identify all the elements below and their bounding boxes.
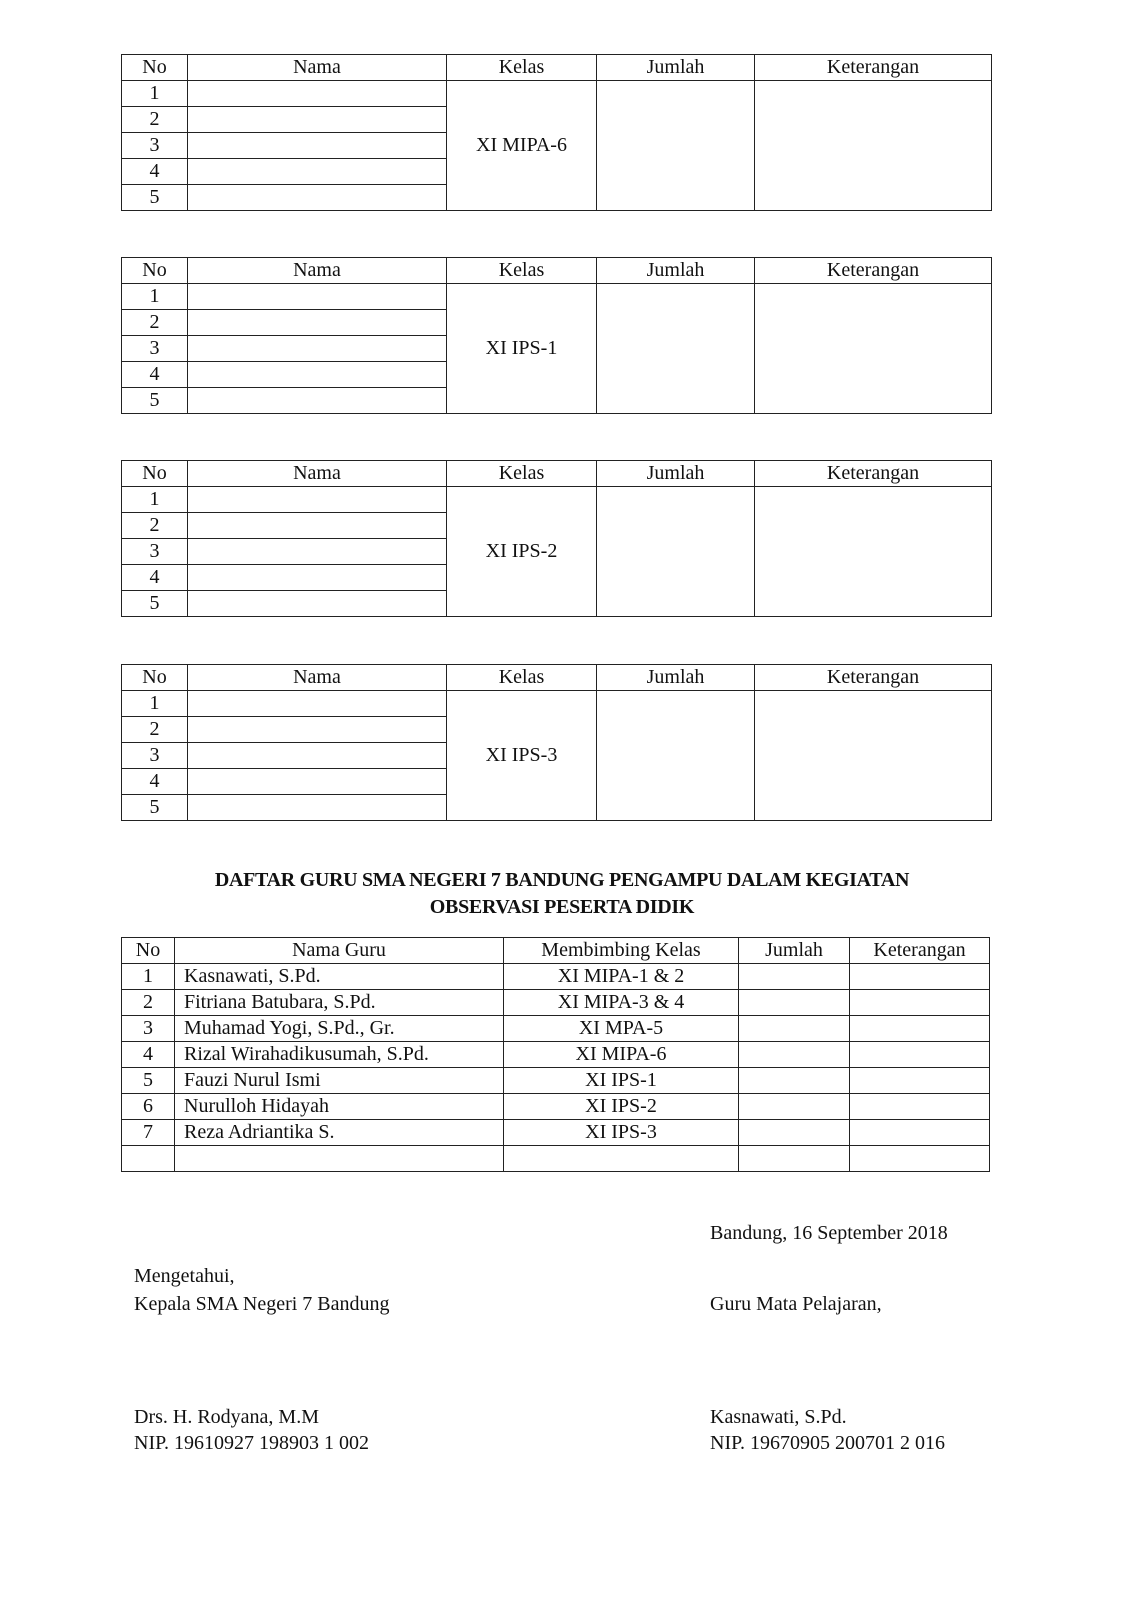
class-table	[121, 460, 992, 617]
teacher-keterangan	[850, 1120, 990, 1146]
table-row	[122, 487, 992, 513]
jumlah-cell	[597, 284, 755, 414]
teacher-row	[122, 1094, 990, 1120]
teacher-row	[122, 1120, 990, 1146]
name-cell	[188, 769, 447, 795]
teacher-row	[122, 1016, 990, 1042]
teacher-row	[122, 1146, 990, 1172]
row-number: 3	[122, 539, 188, 565]
name-cell	[188, 388, 447, 414]
teacher-number: 6	[122, 1094, 175, 1120]
left-label-position: Kepala SMA Negeri 7 Bandung	[134, 1293, 390, 1315]
row-number: 2	[122, 513, 188, 539]
row-number: 2	[122, 717, 188, 743]
name-cell	[188, 539, 447, 565]
name-cell	[188, 284, 447, 310]
name-cell	[188, 565, 447, 591]
row-number: 2	[122, 310, 188, 336]
teacher-row	[122, 1068, 990, 1094]
teacher-row	[122, 1042, 990, 1068]
header-kelas: Kelas	[447, 258, 597, 284]
class-cell: XI IPS-2	[447, 487, 597, 617]
header-jumlah: Jumlah	[739, 938, 850, 964]
teacher-class: XI MIPA-1 & 2	[504, 964, 739, 990]
teacher-keterangan	[850, 990, 990, 1016]
teacher-class	[504, 1146, 739, 1172]
header-jumlah: Jumlah	[597, 55, 755, 81]
teacher-keterangan	[850, 964, 990, 990]
header-no: No	[122, 55, 188, 81]
teacher-class: XI MIPA-6	[504, 1042, 739, 1068]
header-no: No	[122, 258, 188, 284]
row-number: 3	[122, 743, 188, 769]
header-no: No	[122, 938, 175, 964]
teacher-number: 2	[122, 990, 175, 1016]
jumlah-cell	[597, 487, 755, 617]
name-cell	[188, 133, 447, 159]
name-cell	[188, 310, 447, 336]
teacher-number: 7	[122, 1120, 175, 1146]
name-cell	[188, 362, 447, 388]
teacher-name: Kasnawati, S.Pd.	[175, 964, 504, 990]
table-row	[122, 81, 992, 107]
row-number: 1	[122, 81, 188, 107]
row-number: 2	[122, 107, 188, 133]
header-jumlah: Jumlah	[597, 461, 755, 487]
teacher-number: 5	[122, 1068, 175, 1094]
header-keterangan: Keterangan	[755, 258, 992, 284]
jumlah-cell	[597, 81, 755, 211]
teacher-keterangan	[850, 1146, 990, 1172]
teacher-keterangan	[850, 1094, 990, 1120]
header-no: No	[122, 461, 188, 487]
row-number: 5	[122, 388, 188, 414]
teacher-name: Nurulloh Hidayah	[175, 1094, 504, 1120]
table-row	[122, 284, 992, 310]
teacher-jumlah	[739, 1146, 850, 1172]
name-cell	[188, 185, 447, 211]
teacher-keterangan	[850, 1042, 990, 1068]
teacher-number: 4	[122, 1042, 175, 1068]
teacher-keterangan	[850, 1068, 990, 1094]
teacher-jumlah	[739, 1068, 850, 1094]
teacher-table	[121, 937, 990, 1172]
header-nama: Nama	[188, 258, 447, 284]
name-cell	[188, 81, 447, 107]
keterangan-cell	[755, 81, 992, 211]
row-number: 4	[122, 769, 188, 795]
right-signatory-nip: NIP. 19670905 200701 2 016	[710, 1432, 946, 1454]
class-table-header-row	[122, 258, 992, 284]
header-keterangan: Keterangan	[850, 938, 990, 964]
header-nama: Nama	[188, 55, 447, 81]
teacher-class: XI MIPA-3 & 4	[504, 990, 739, 1016]
teacher-name: Rizal Wirahadikusumah, S.Pd.	[175, 1042, 504, 1068]
teacher-jumlah	[739, 1042, 850, 1068]
jumlah-cell	[597, 691, 755, 821]
name-cell	[188, 591, 447, 617]
teacher-list-title-line2: OBSERVASI PESERTA DIDIK	[429, 896, 695, 918]
header-keterangan: Keterangan	[755, 461, 992, 487]
teacher-row	[122, 990, 990, 1016]
header-kelas: Kelas	[447, 55, 597, 81]
header-nama: Nama	[188, 461, 447, 487]
header-keterangan: Keterangan	[755, 665, 992, 691]
name-cell	[188, 513, 447, 539]
header-membimbing-kelas: Membimbing Kelas	[504, 938, 739, 964]
teacher-row	[122, 964, 990, 990]
header-kelas: Kelas	[447, 665, 597, 691]
header-nama-guru: Nama Guru	[175, 938, 504, 964]
class-cell: XI MIPA-6	[447, 81, 597, 211]
class-table	[121, 54, 992, 211]
header-jumlah: Jumlah	[597, 258, 755, 284]
row-number: 1	[122, 284, 188, 310]
name-cell	[188, 717, 447, 743]
class-table	[121, 257, 992, 414]
row-number: 1	[122, 487, 188, 513]
row-number: 1	[122, 691, 188, 717]
teacher-name: Fitriana Batubara, S.Pd.	[175, 990, 504, 1016]
teacher-jumlah	[739, 1094, 850, 1120]
row-number: 5	[122, 795, 188, 821]
class-cell: XI IPS-3	[447, 691, 597, 821]
teacher-name: Fauzi Nurul Ismi	[175, 1068, 504, 1094]
teacher-table-header-row	[122, 938, 990, 964]
left-signatory-nip: NIP. 19610927 198903 1 002	[134, 1432, 370, 1454]
teacher-number: 3	[122, 1016, 175, 1042]
teacher-class: XI MPA-5	[504, 1016, 739, 1042]
name-cell	[188, 107, 447, 133]
teacher-class: XI IPS-2	[504, 1094, 739, 1120]
left-label-acknowledged: Mengetahui,	[134, 1265, 235, 1287]
row-number: 5	[122, 185, 188, 211]
name-cell	[188, 691, 447, 717]
teacher-name	[175, 1146, 504, 1172]
teacher-name: Reza Adriantika S.	[175, 1120, 504, 1146]
class-table-header-row	[122, 55, 992, 81]
teacher-jumlah	[739, 990, 850, 1016]
class-table	[121, 664, 992, 821]
right-signatory-name: Kasnawati, S.Pd.	[710, 1406, 847, 1428]
teacher-jumlah	[739, 1016, 850, 1042]
teacher-keterangan	[850, 1016, 990, 1042]
class-table-header-row	[122, 461, 992, 487]
keterangan-cell	[755, 284, 992, 414]
name-cell	[188, 487, 447, 513]
header-kelas: Kelas	[447, 461, 597, 487]
row-number: 4	[122, 159, 188, 185]
class-cell: XI IPS-1	[447, 284, 597, 414]
header-nama: Nama	[188, 665, 447, 691]
name-cell	[188, 336, 447, 362]
keterangan-cell	[755, 691, 992, 821]
row-number: 3	[122, 336, 188, 362]
row-number: 5	[122, 591, 188, 617]
name-cell	[188, 795, 447, 821]
keterangan-cell	[755, 487, 992, 617]
table-row	[122, 691, 992, 717]
teacher-name: Muhamad Yogi, S.Pd., Gr.	[175, 1016, 504, 1042]
header-no: No	[122, 665, 188, 691]
row-number: 4	[122, 565, 188, 591]
teacher-class: XI IPS-1	[504, 1068, 739, 1094]
right-label-position: Guru Mata Pelajaran,	[710, 1293, 882, 1315]
place-date: Bandung, 16 September 2018	[710, 1222, 948, 1244]
teacher-list-title-line1: DAFTAR GURU SMA NEGERI 7 BANDUNG PENGAMPU DALAM KEGIATAN	[214, 869, 910, 891]
teacher-jumlah	[739, 964, 850, 990]
name-cell	[188, 743, 447, 769]
teacher-class: XI IPS-3	[504, 1120, 739, 1146]
class-table-header-row	[122, 665, 992, 691]
name-cell	[188, 159, 447, 185]
row-number: 3	[122, 133, 188, 159]
left-signatory-name: Drs. H. Rodyana, M.M	[134, 1406, 319, 1428]
header-keterangan: Keterangan	[755, 55, 992, 81]
header-jumlah: Jumlah	[597, 665, 755, 691]
row-number: 4	[122, 362, 188, 388]
teacher-jumlah	[739, 1120, 850, 1146]
teacher-number: 1	[122, 964, 175, 990]
teacher-number	[122, 1146, 175, 1172]
